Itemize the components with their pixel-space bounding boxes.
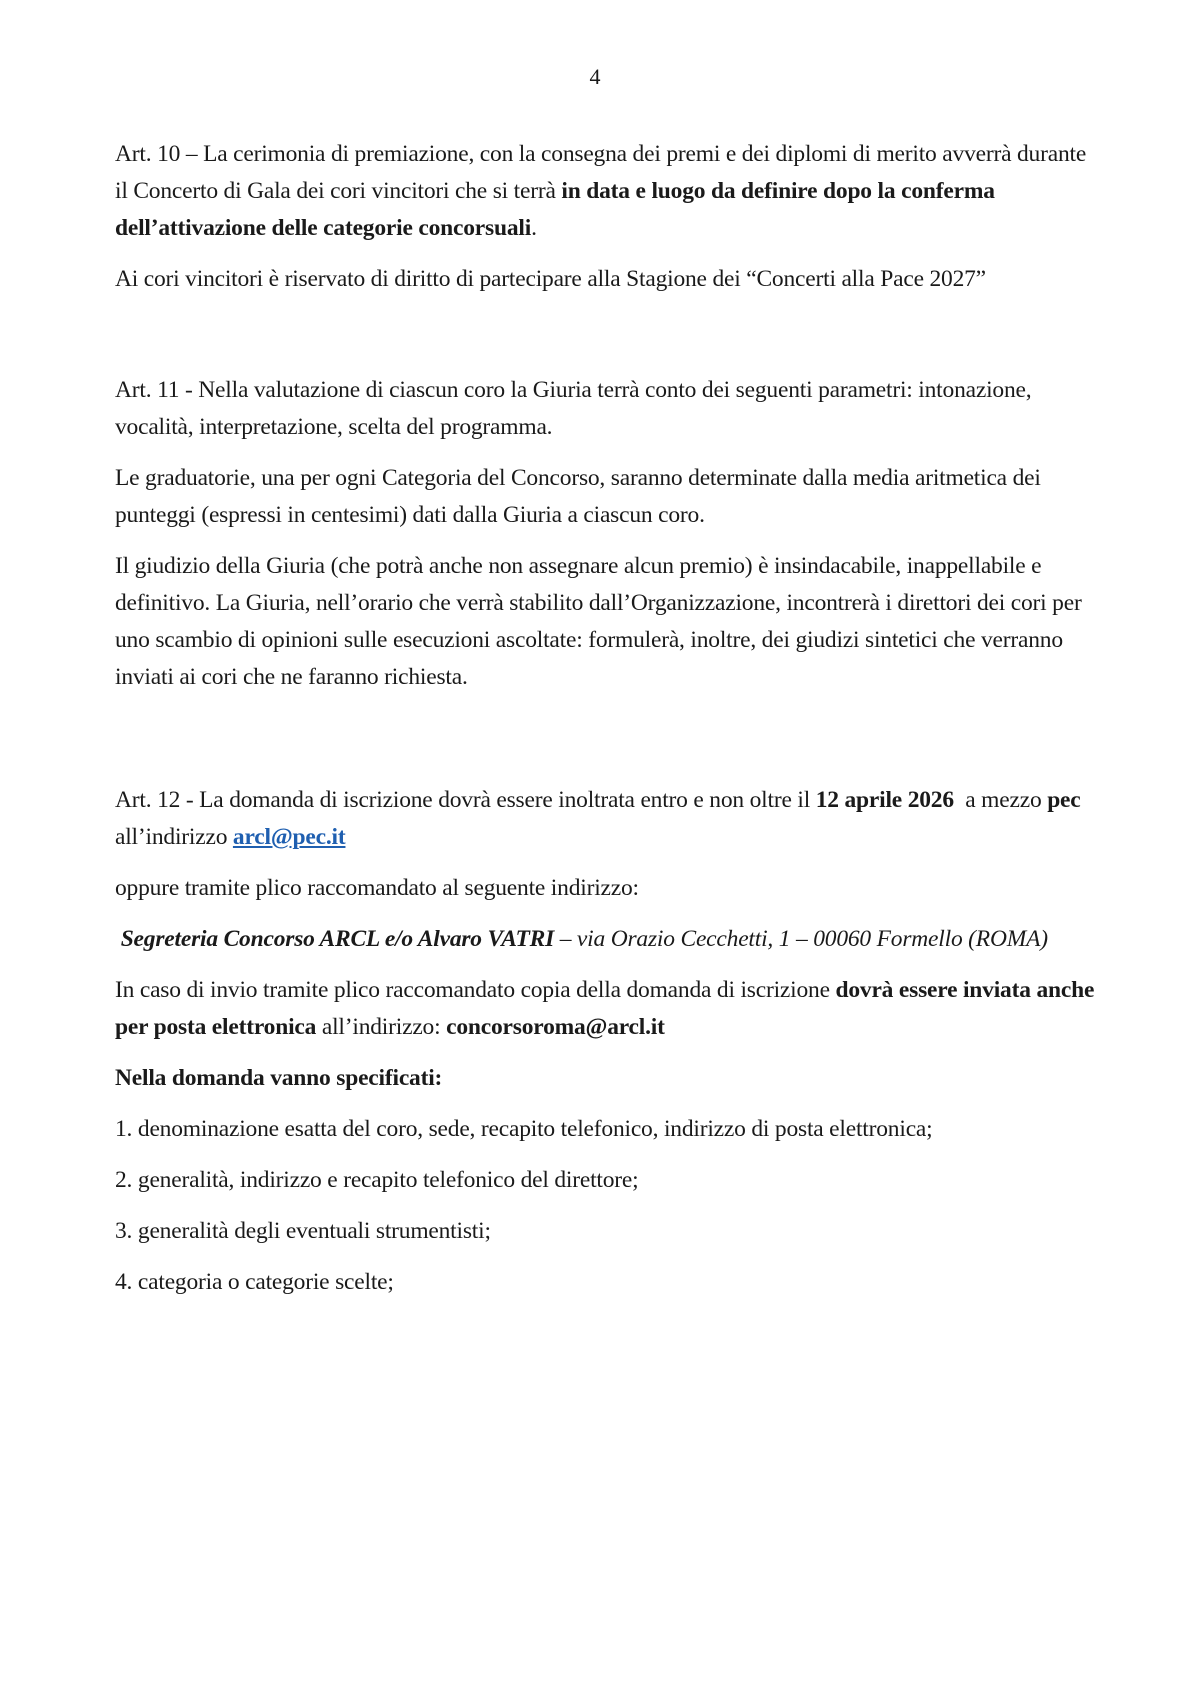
art10-text: Art. 10 – La cerimonia di premiazione, con la consegna dei premi e dei diplomi di merito avverrà durante il Concerto di Gala dei cori vincitori che si terrà [115, 141, 1087, 204]
art10-date-location-bold: in data e luogo da definire dopo la conferma dell’attivazione delle categorie concorsuali [115, 178, 995, 241]
contest-email: concorsoroma@arcl.it [446, 1014, 665, 1040]
address-recipient: Segreteria Concorso ARCL e/o Alvaro VATRI [120, 926, 555, 952]
address-street: – via Orazio Cecchetti, 1 – 00060 Formello (ROMA) [554, 926, 1048, 952]
pec-email-link[interactable]: arcl@pec.it [232, 824, 346, 850]
deadline-date: 12 aprile 2026 [815, 787, 954, 813]
section-spacer [115, 312, 1095, 372]
email-requirement-bold: dovrà essere inviata anche per posta elettronica [115, 977, 1095, 1040]
art12-paragraph-1 [115, 782, 1095, 856]
art12-text: In caso di invio tramite plico raccomandato copia della domanda di iscrizione [115, 977, 836, 1003]
art12-paragraph-2: oppure tramite plico raccomandato al seguente indirizzo: [115, 875, 639, 901]
requirements-list [115, 1111, 1095, 1301]
art12-text: all’indirizzo [115, 824, 233, 850]
postal-address [115, 921, 1095, 958]
art10-paragraph-1 [115, 136, 1095, 247]
list-item: 1. denominazione esatta del coro, sede, recapito telefonico, indirizzo di posta elettronica; [115, 1116, 933, 1142]
list-heading-text: Nella domanda vanno specificati: [115, 1065, 443, 1091]
list-item: 4. categoria o categorie scelte; [115, 1269, 394, 1295]
art12-text: Art. 12 - La domanda di iscrizione dovrà essere inoltrata entro e non oltre il [115, 787, 816, 813]
list-item: 2. generalità, indirizzo e recapito telefonico del direttore; [115, 1167, 639, 1193]
document-body [115, 136, 1095, 1315]
art12-paragraph-3 [115, 972, 1095, 1046]
art10-paragraph-2: Ai cori vincitori è riservato di diritto di partecipare alla Stagione dei “Concerti alla Pace 2027” [115, 266, 986, 292]
article-10 [115, 136, 1095, 298]
section-spacer [115, 710, 1095, 782]
pec-label: pec [1047, 787, 1081, 813]
art12-text: a mezzo [953, 787, 1048, 813]
article-11 [115, 372, 1095, 696]
page-number: 4 [589, 64, 601, 89]
art11-paragraph-2: Le graduatorie, una per ogni Categoria del Concorso, saranno determinate dalla media aritmetica dei punteggi (espressi in centesimi) dati dalla Giuria a ciascun coro. [115, 465, 1041, 528]
art11-paragraph-1: Art. 11 - Nella valutazione di ciascun coro la Giuria terrà conto dei seguenti parametri: intonazione, vocalità, interpretazione, scelta del programma. [115, 377, 1032, 440]
art10-period: . [531, 215, 537, 241]
list-item: 3. generalità degli eventuali strumentisti; [115, 1218, 491, 1244]
art12-text: all’indirizzo: [316, 1014, 447, 1040]
art11-paragraph-3: Il giudizio della Giuria (che potrà anche non assegnare alcun premio) è insindacabile, inappellabile e definitivo. La Giuria, nell’orario che verrà stabilito dall’Organizzazione, incontrerà i direttori dei cori per uno scambio di opinioni sulle esecuzioni ascoltate: formulerà, inoltre, dei giudizi sintetici che verranno inviati ai cori che ne faranno richiesta. [115, 553, 1082, 690]
article-12 [115, 782, 1095, 1301]
list-heading [115, 1060, 1095, 1097]
